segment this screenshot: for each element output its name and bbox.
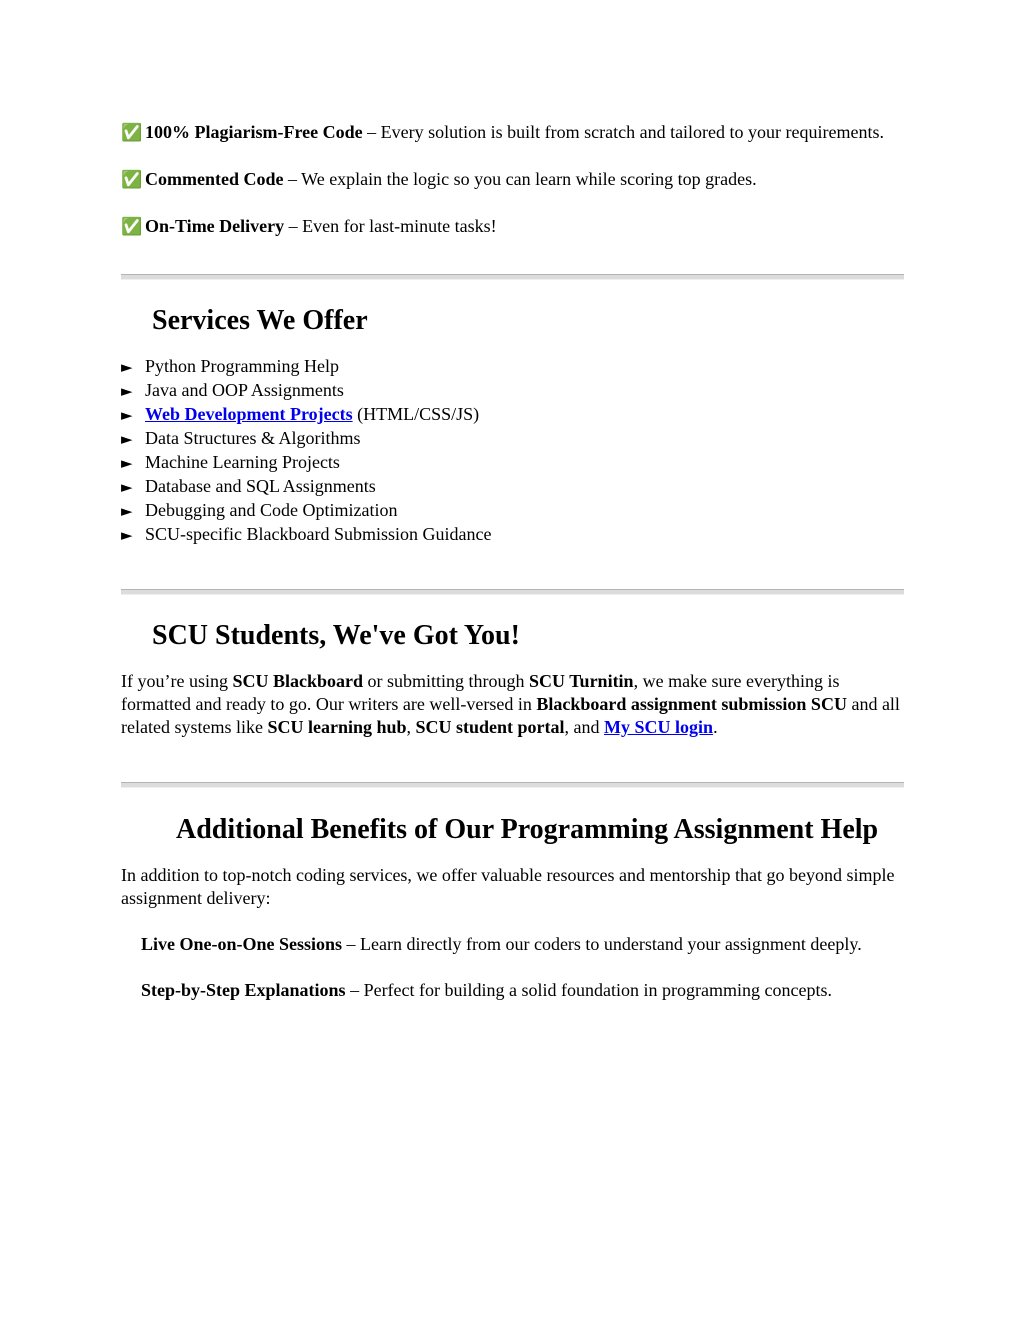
service-label: Database and SQL Assignments — [145, 476, 376, 496]
list-item — [121, 523, 904, 547]
benefit-text: – Learn directly from our coders to understand your assignment deeply. — [342, 934, 862, 954]
feature-text: – Even for last-minute tasks! — [284, 216, 497, 236]
scu-paragraph — [121, 670, 904, 739]
section-divider — [121, 589, 904, 595]
text-run: If you’re using — [121, 671, 233, 691]
check-mark-icon: ✅ — [121, 217, 143, 237]
arrow-bullet-icon: ► — [121, 478, 133, 496]
service-label: (HTML/CSS/JS) — [352, 404, 480, 424]
arrow-bullet-icon: ► — [121, 406, 133, 424]
bold-term: SCU student portal — [415, 717, 565, 737]
bold-term: SCU Blackboard — [232, 671, 364, 691]
feature-title: Commented Code — [145, 169, 284, 189]
list-item — [121, 379, 904, 403]
scu-heading: SCU Students, We've Got You! — [152, 620, 520, 651]
text-run: , we make sure everything is formatted and ready to go. Our writers are well-versed in — [121, 671, 840, 714]
list-item — [121, 499, 904, 523]
feature-item — [121, 215, 904, 239]
bold-term: Blackboard assignment submission SCU — [536, 694, 847, 714]
service-label: Debugging and Code Optimization — [145, 500, 398, 520]
arrow-bullet-icon: ► — [121, 382, 133, 400]
text-run: , — [406, 717, 416, 737]
service-label: Data Structures & Algorithms — [145, 428, 361, 448]
section-divider — [121, 782, 904, 788]
arrow-bullet-icon: ► — [121, 430, 133, 448]
benefits-heading: Additional Benefits of Our Programming Assignment Help — [176, 814, 879, 845]
benefit-title: Step-by-Step Explanations — [141, 980, 346, 1000]
services-list — [121, 355, 904, 547]
section-divider — [121, 274, 904, 280]
text-run: , and — [564, 717, 605, 737]
benefits-intro: In addition to top-notch coding services, we offer valuable resources and mentorship that go beyond simple assignment delivery: — [121, 865, 895, 908]
feature-title: 100% Plagiarism-Free Code — [145, 122, 363, 142]
text-run: . — [713, 717, 718, 737]
list-item — [121, 355, 904, 379]
service-label: Machine Learning Projects — [145, 452, 340, 472]
feature-text: – We explain the logic so you can learn while scoring top grades. — [283, 169, 757, 189]
bold-term: SCU Turnitin — [529, 671, 634, 691]
arrow-bullet-icon: ► — [121, 454, 133, 472]
service-label: Python Programming Help — [145, 356, 339, 376]
bold-term: SCU learning hub — [267, 717, 407, 737]
my-scu-login-link[interactable]: My SCU login — [604, 717, 714, 737]
list-item — [121, 451, 904, 475]
list-item — [121, 475, 904, 499]
arrow-bullet-icon: ► — [121, 358, 133, 376]
arrow-bullet-icon: ► — [121, 526, 133, 544]
arrow-bullet-icon: ► — [121, 502, 133, 520]
feature-item — [121, 121, 904, 145]
service-label: SCU-specific Blackboard Submission Guidance — [145, 524, 492, 544]
check-mark-icon: ✅ — [121, 123, 143, 143]
list-item — [121, 427, 904, 451]
benefit-item — [121, 933, 904, 956]
list-item — [121, 403, 904, 427]
feature-title: On-Time Delivery — [145, 216, 285, 236]
web-development-link[interactable]: Web Development Projects — [145, 404, 353, 424]
text-run: and all related systems like — [121, 694, 900, 737]
benefit-title: Live One-on-One Sessions — [141, 934, 343, 954]
service-label: Java and OOP Assignments — [145, 380, 344, 400]
feature-text: – Every solution is built from scratch and tailored to your requirements. — [362, 122, 885, 142]
text-run: or submitting through — [363, 671, 530, 691]
document-page — [121, 121, 904, 1002]
check-mark-icon: ✅ — [121, 170, 143, 190]
benefit-text: – Perfect for building a solid foundation in programming concepts. — [345, 980, 832, 1000]
benefit-item — [121, 979, 904, 1002]
services-heading: Services We Offer — [152, 305, 368, 336]
feature-item — [121, 168, 904, 192]
